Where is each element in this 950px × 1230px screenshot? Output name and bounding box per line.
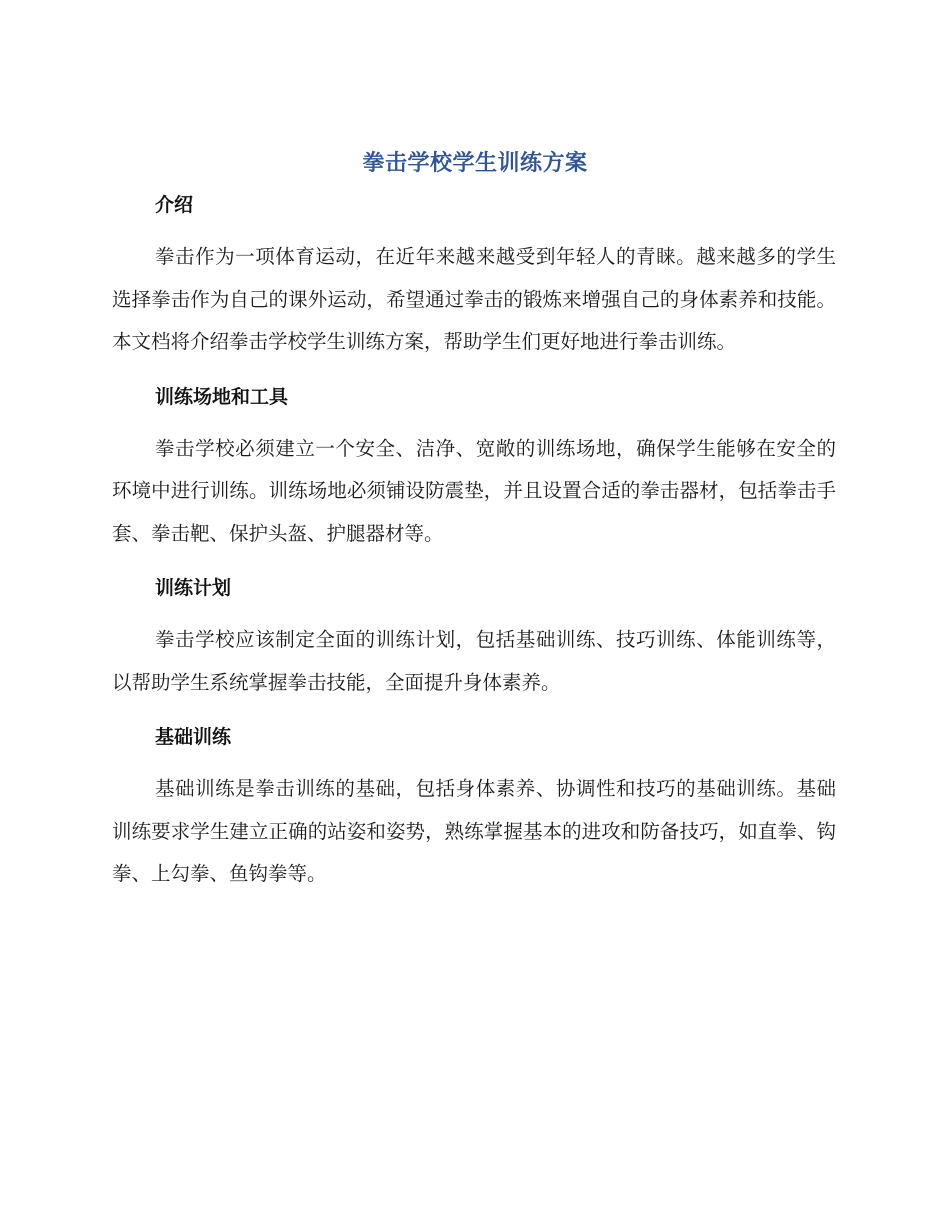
section-paragraph: 拳击作为一项体育运动，在近年来越来越受到年轻人的青睐。越来越多的学生选择拳击作为自己的课外运动，希望通过拳击的锻炼来增强自己的身体素养和技能。本文档将介绍拳击学校学生训练方案，帮助学生们更好地进行拳击训练。 bbox=[112, 245, 836, 353]
section-heading: 训练计划 bbox=[155, 577, 232, 599]
section-paragraph: 拳击学校必须建立一个安全、洁净、宽敞的训练场地，确保学生能够在安全的环境中进行训练。训练场地必须铺设防震垫，并且设置合适的拳击器材，包括拳击手套、拳击靶、保护头盔、护腿器材等。 bbox=[112, 436, 836, 545]
section-heading: 训练场地和工具 bbox=[155, 385, 289, 408]
section-heading: 介绍 bbox=[155, 194, 194, 216]
section-training-venue bbox=[112, 378, 836, 570]
section-paragraph: 拳击学校应该制定全面的训练计划，包括基础训练、技巧训练、体能训练等，以帮助学生系统掌握拳击技能，全面提升身体素养。 bbox=[112, 628, 836, 694]
section-introduction bbox=[112, 186, 836, 378]
section-training-plan bbox=[112, 569, 836, 718]
document-body bbox=[112, 186, 836, 896]
section-heading: 基础训练 bbox=[155, 726, 232, 748]
section-basic-training bbox=[112, 718, 836, 896]
section-paragraph: 基础训练是拳击训练的基础，包括身体素养、协调性和技巧的基础训练。基础训练要求学生建立正确的站姿和姿势，熟练掌握基本的进攻和防备技巧，如直拳、钩拳、上勾拳、鱼钩拳等。 bbox=[112, 777, 836, 885]
page-title: 拳击学校学生训练方案 bbox=[362, 151, 588, 176]
